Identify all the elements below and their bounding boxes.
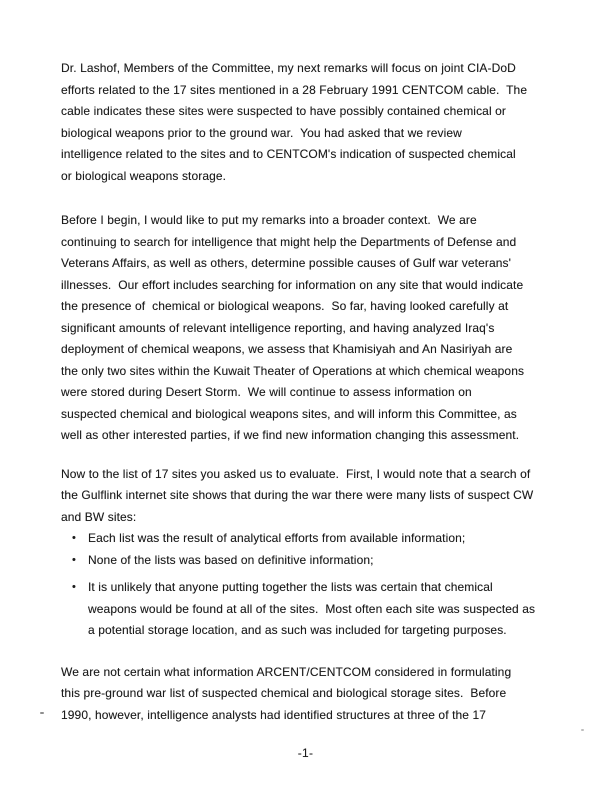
text-line: were stored during Desert Storm. We will continue to assess information on [61,385,472,399]
bullet-text [88,577,561,642]
bullet-text [88,528,561,550]
document-body [61,58,561,726]
text-line: the only two sites within the Kuwait Theater of Operations at which chemical weapons [61,363,525,378]
text-line: We are not certain what information ARCENT/CENTCOM considered in formulating [61,664,512,679]
scan-artifact [581,729,584,731]
bullet-text [88,550,561,572]
text-line: weapons would be found at all of the sites. Most often each site was suspected as [88,601,536,616]
page-number: -1- [297,746,314,760]
text-line: It is unlikely that anyone putting together the lists was certain that chemical [88,580,493,594]
text-line: illnesses. Our effort includes searching for information on any site that would indicate [61,277,524,292]
text-line: significant amounts of relevant intelligence reporting, and having analyzed Iraq's [61,320,495,335]
text-line: biological weapons prior to the ground war. You had asked that we review [61,125,462,140]
scan-artifact [40,712,44,714]
paragraph-3 [61,464,561,529]
text-line: intelligence related to the sites and to CENTCOM's indication of suspected chemical [61,147,516,161]
text-line: deployment of chemical weapons, we assess that Khamisiyah and An Nasiriyah are [61,342,513,356]
text-line: Veterans Affairs, as well as others, determine possible causes of Gulf war veterans' [61,256,512,270]
bullet-item-3 [61,577,561,642]
text-line: 1990, however, intelligence analysts had identified structures at three of the 17 [61,707,487,722]
text-line: Now to the list of 17 sites you asked us to evaluate. First, I would note that a search of [61,466,531,481]
text-line: or biological weapons storage. [61,168,227,183]
text-line: this pre-ground war list of suspected chemical and biological storage sites. Before [61,686,507,700]
paragraph-4 [61,662,561,727]
paragraph-2 [61,210,561,447]
text-line: continuing to search for intelligence that might help the Departments of Defense and [61,234,517,249]
bullet-item-1 [61,528,561,550]
text-line: Each list was the result of analytical efforts from available information; [88,531,466,545]
text-line: well as other interested parties, if we find new information changing this assessment. [61,428,520,442]
paragraph-1 [61,58,561,187]
text-line: a potential storage location, and as such was included for targeting purposes. [88,623,507,637]
bullet-icon: • [72,581,76,593]
bullet-icon: • [72,553,76,566]
bullet-icon: • [72,532,76,544]
bullet-list [61,528,561,642]
text-line: efforts related to the 17 sites mentioned in a 28 February 1991 CENTCOM cable. The [61,82,528,97]
text-line: suspected chemical and biological weapons sites, and will inform this Committee, as [61,406,517,421]
text-line: None of the lists was based on definitive information; [88,552,374,567]
text-line: and BW sites: [61,509,137,524]
text-line: Dr. Lashof, Members of the Committee, my next remarks will focus on joint CIA-DoD [61,61,516,75]
text-line: the presence of chemical or biological weapons. So far, having looked carefully at [61,299,509,313]
bullet-item-2 [61,550,561,572]
text-line: cable indicates these sites were suspected to have possibly contained chemical or [61,104,507,118]
text-line: the Gulflink internet site shows that during the war there were many lists of suspect CW [61,488,534,502]
text-line: Before I begin, I would like to put my remarks into a broader context. We are [61,213,477,227]
